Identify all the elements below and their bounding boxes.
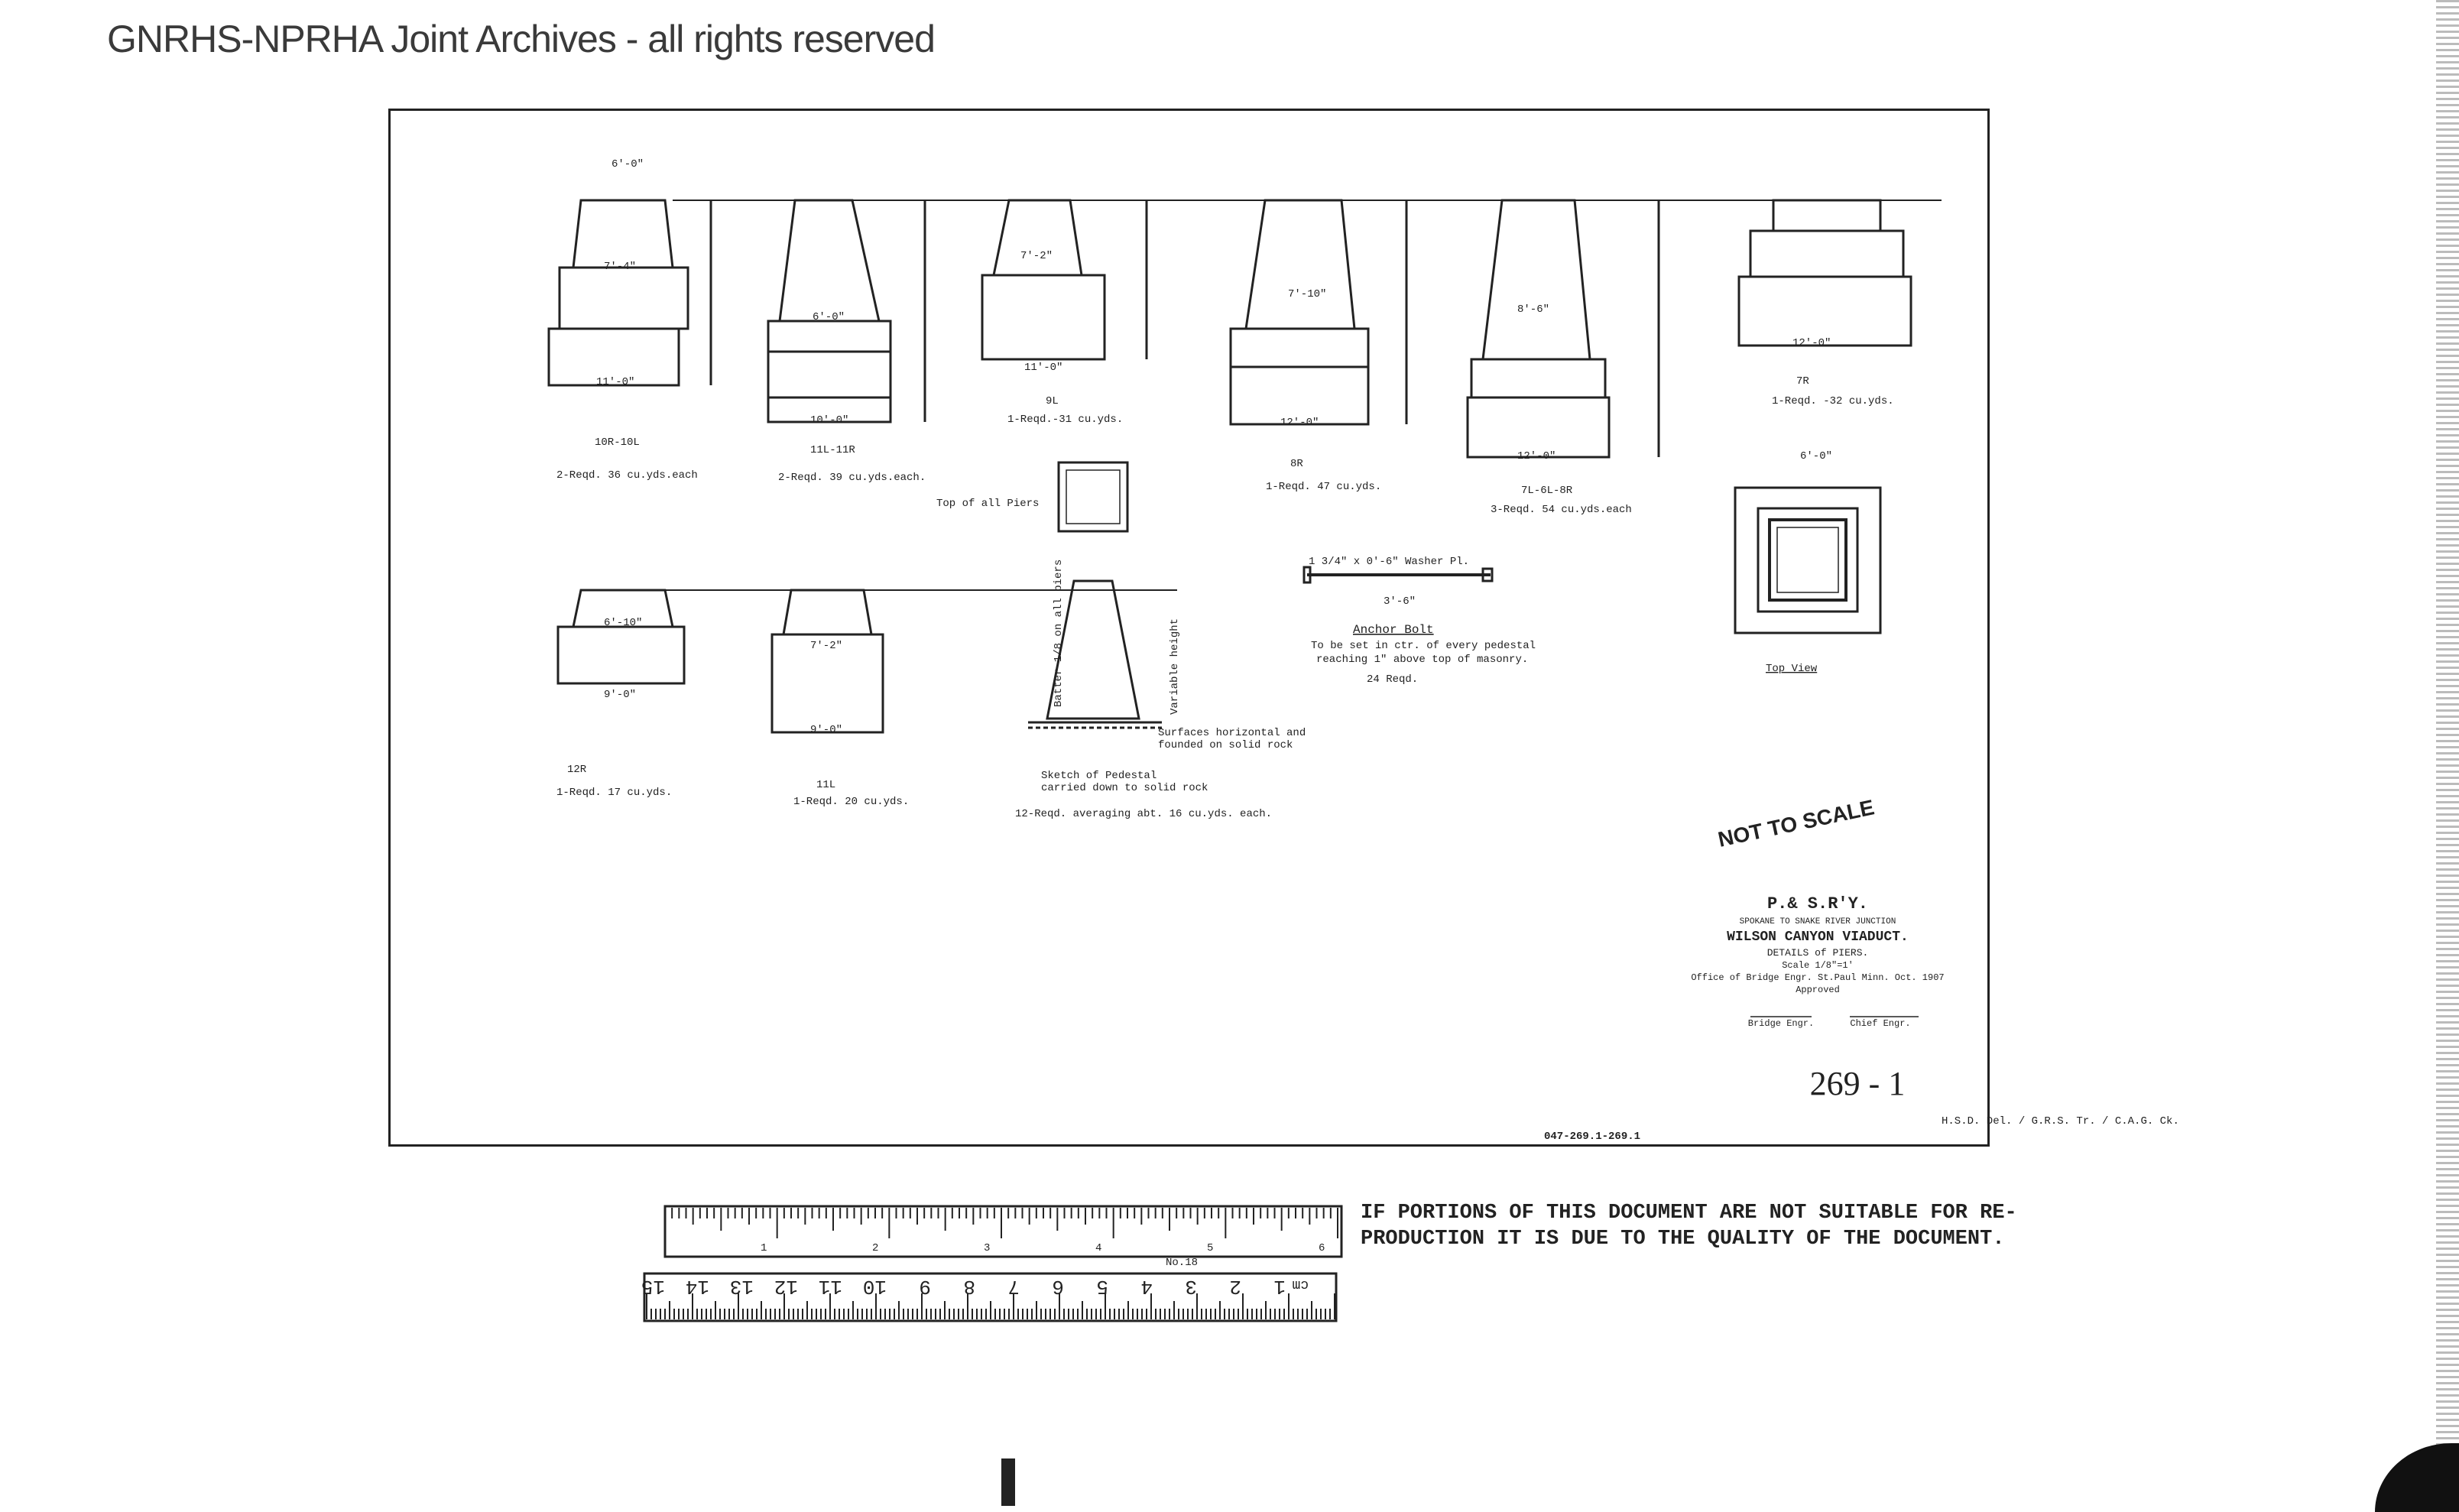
- ruler-cm-label: 4: [1140, 1275, 1153, 1298]
- anchor-req: 24 Reqd.: [1367, 673, 1419, 686]
- anchor-bolt-drawing: [1304, 567, 1492, 582]
- title-line: SPOKANE TO SNAKE RIVER JUNCTION: [1739, 917, 1896, 926]
- pier-11L-11R-drawing: [768, 200, 925, 422]
- scan-edge: [2436, 0, 2459, 1512]
- pier-label-11L-11R: 11L-11R: [810, 444, 855, 456]
- ruler-inch-label: 6: [1319, 1242, 1325, 1254]
- sheet-number: 269 - 1: [1809, 1065, 1906, 1102]
- dim-11L2-top: 7'-2": [810, 640, 843, 652]
- dim-7R-base: 12'-0": [1792, 337, 1831, 349]
- ruler-cm-label: 1: [1273, 1275, 1286, 1298]
- ruler-cm-label: 12: [774, 1275, 798, 1298]
- title-approved: Approved: [1796, 985, 1840, 995]
- pier-8R-drawing: [1231, 200, 1406, 424]
- pedestal-sub-label: carried down to solid rock: [1041, 782, 1208, 794]
- surfaces-label-2: founded on solid rock: [1158, 739, 1293, 751]
- not-to-scale-stamp: NOT TO SCALE: [1715, 795, 1877, 852]
- dim-12R-top: 6'-10": [604, 617, 643, 629]
- ruler-cm-label: 2: [1229, 1275, 1241, 1298]
- pier-11L-drawing: [772, 590, 883, 732]
- title-project: WILSON CANYON VIADUCT.: [1727, 930, 1909, 945]
- pier-label-12R: 12R: [567, 764, 587, 776]
- pier-req-7L-6L-8R: 3-Reqd. 54 cu.yds.each: [1491, 504, 1632, 516]
- ruler-cm-unit: cm: [1292, 1277, 1309, 1292]
- dim-8R-base: 12'-0": [1280, 417, 1319, 429]
- pier-req-8R: 1-Reqd. 47 cu.yds.: [1266, 481, 1382, 493]
- dim-11L-base: 10'-0": [810, 414, 849, 427]
- title-subject: DETAILS of PIERS.: [1766, 947, 1869, 959]
- pier-req-12R: 1-Reqd. 17 cu.yds.: [556, 787, 673, 799]
- dim-10R-base: 11'-0": [596, 376, 635, 388]
- ruler-cm-label: 15: [641, 1275, 665, 1298]
- pier-label-7L-6L-8R: 7L-6L-8R: [1521, 485, 1573, 497]
- ruler-inch-label: 5: [1207, 1242, 1214, 1254]
- title-railway: P.& S.R'Y.: [1766, 894, 1869, 913]
- dim-8R-top: 7'-10": [1288, 288, 1327, 300]
- quality-notice: IF PORTIONS OF THIS DOCUMENT ARE NOT SUITABLE FOR RE- PRODUCTION IT IS DUE TO THE QUALITY OF THE DOCUMENT.: [1361, 1202, 2017, 1251]
- ruler-cm-label: 6: [1052, 1275, 1064, 1298]
- archive-header: GNRHS-NPRHA Joint Archives - all rights reserved: [107, 18, 935, 60]
- pedestal-sketch-drawing: [1028, 462, 1162, 728]
- batter-label: Batter 1/8 on all piers: [1053, 559, 1065, 707]
- scanner-mark: [1001, 1458, 1015, 1506]
- anchor-note-1: To be set in ctr. of every pedestal: [1311, 640, 1536, 652]
- dim-10R-mid: 7'-4": [604, 261, 637, 273]
- anchor-bolt-title: Anchor Bolt: [1353, 623, 1434, 637]
- ruler-cm-label: 11: [818, 1275, 842, 1298]
- ruler-cm-label: 5: [1096, 1275, 1108, 1298]
- anchor-note-2: reaching 1" above top of masonry.: [1316, 654, 1529, 666]
- dim-7L-base: 12'-0": [1517, 450, 1556, 462]
- dim-12R-base: 9'-0": [604, 689, 637, 701]
- anchor-bolt-spec: 1 3/4" x 0'-6" Washer Pl.: [1309, 556, 1470, 568]
- title-chief-engr: Chief Engr.: [1850, 1018, 1911, 1029]
- ruler-mark: No.18: [1166, 1257, 1199, 1269]
- dim-7L-top: 8'-6": [1517, 303, 1550, 316]
- ruler-inch-label: 1: [761, 1242, 767, 1254]
- ruler-cm-label: 14: [685, 1275, 709, 1298]
- anchor-bolt-length: 3'-6": [1384, 595, 1416, 608]
- drawing-number: 047-269.1-269.1: [1544, 1131, 1641, 1143]
- pier-label-9L: 9L: [1046, 395, 1059, 407]
- surfaces-label: Surfaces horizontal and: [1158, 727, 1306, 739]
- ruler-cm-label: 8: [963, 1275, 975, 1298]
- title-bridge-engr: Bridge Engr.: [1747, 1018, 1815, 1029]
- ruler-cm-label: 10: [862, 1275, 887, 1298]
- pier-req-11L-11R: 2-Reqd. 39 cu.yds.each.: [778, 472, 926, 484]
- pier-label-11L: 11L: [816, 779, 836, 791]
- dim-11L2-base: 9'-0": [810, 724, 843, 736]
- ruler-inch-label: 3: [984, 1242, 991, 1254]
- measurement-ruler: [641, 1206, 1341, 1321]
- pier-9L-drawing: [982, 200, 1147, 359]
- pier-7L-6L-8R-drawing: [1468, 200, 1659, 457]
- variable-height-label: Variable height: [1169, 618, 1181, 715]
- ruler-cm-label: 13: [729, 1275, 754, 1298]
- dim-10R-top: 6'-0": [612, 158, 644, 170]
- ruler-cm-label: 7: [1007, 1275, 1020, 1298]
- dim-7R-top: 6'-0": [1800, 450, 1833, 462]
- pier-req-9L: 1-Reqd.-31 cu.yds.: [1007, 414, 1124, 426]
- title-office: Office of Bridge Engr. St.Paul Minn. Oct. 1907: [1691, 972, 1945, 983]
- pier-10R-10L-drawing: [549, 200, 711, 385]
- dim-9L-top: 7'-2": [1020, 250, 1053, 262]
- title-scale: Scale 1/8"=1': [1782, 960, 1854, 971]
- top-of-piers-label: Top of all Piers: [936, 498, 1040, 510]
- pier-req-7R: 1-Reqd. -32 cu.yds.: [1772, 395, 1894, 407]
- ruler-cm-label: 9: [919, 1275, 931, 1298]
- pier-label-7R: 7R: [1796, 375, 1809, 388]
- drafter-initials: H.S.D. Del. / G.R.S. Tr. / C.A.G. Ck.: [1942, 1115, 2179, 1128]
- top-view-drawing: [1735, 488, 1880, 633]
- ruler-inch-label: 2: [872, 1242, 879, 1254]
- pier-label-8R: 8R: [1290, 458, 1303, 470]
- pier-label-10R-10L: 10R-10L: [595, 436, 640, 449]
- pier-12R-drawing: [558, 590, 684, 683]
- ruler-inch-label: 4: [1095, 1242, 1102, 1254]
- pedestal-sketch-label: Sketch of Pedestal: [1041, 770, 1157, 782]
- pier-req-11L: 1-Reqd. 20 cu.yds.: [793, 796, 910, 808]
- ruler-cm-label: 3: [1185, 1275, 1197, 1298]
- pier-7R-drawing: [1739, 200, 1911, 346]
- dim-9L-base: 11'-0": [1024, 362, 1063, 374]
- pedestal-req-label: 12-Reqd. averaging abt. 16 cu.yds. each.: [1015, 808, 1273, 820]
- pier-req-10R-10L: 2-Reqd. 36 cu.yds.each: [556, 469, 698, 482]
- top-view-label: Top View: [1766, 663, 1818, 675]
- dim-11L-top: 6'-0": [813, 311, 845, 323]
